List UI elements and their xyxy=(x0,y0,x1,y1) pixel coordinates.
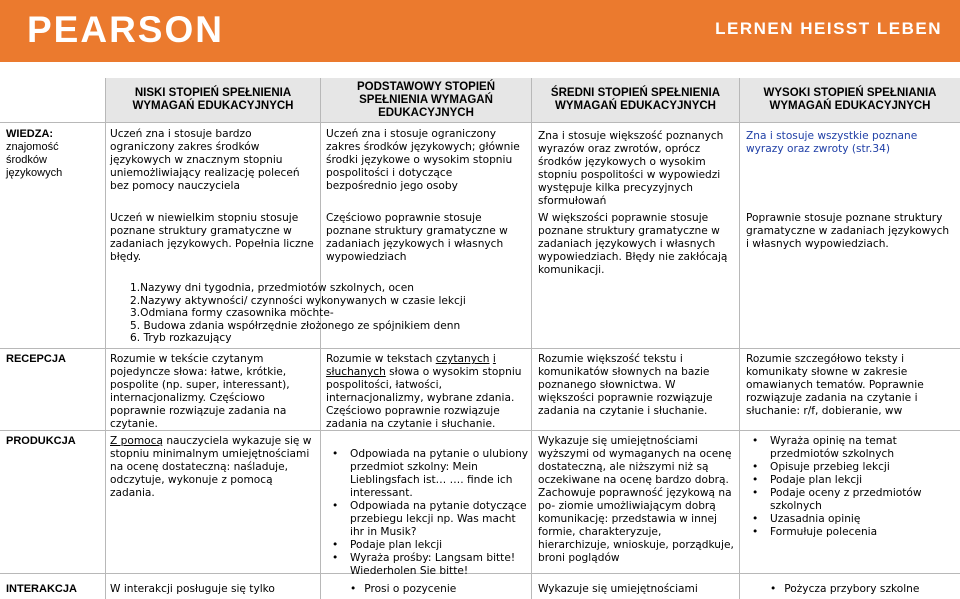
row-label-subtitle: znajomość środków językowych xyxy=(6,141,63,179)
list-item: • Wyraża opinię na temat przedmiotów szkolnych xyxy=(746,435,954,461)
topic-item: 1.Nazywy dni tygodnia, przedmiotów szkolnych, ocen xyxy=(130,282,414,294)
column-divider xyxy=(105,78,106,599)
list-item: • Podaje plan lekcji xyxy=(326,539,530,552)
tagline: LERNEN HEISST LEBEN xyxy=(715,19,942,38)
interakcja-basic-text: Prosi o pozycenie xyxy=(364,583,457,595)
topic-item: 5. Budowa zdania współrzędnie złożonego ze spójnikiem denn xyxy=(130,319,461,332)
list-item: • Odpowiada na pytanie o ulubiony przedmiot szkolny: Mein Lieblingsfach ist… …. finde ich interessant. xyxy=(326,448,530,500)
list-item: • Odpowiada na pytanie dotyczące przebiegu lekcji np. Was macht ihr in Musik? xyxy=(326,500,530,539)
wiedza-medium-cell: Zna i stosuje większość poznanych wyrazów oraz zwrotów, oprócz środków językowych o wysokim stopniu pospolitości w wypowiedzi występuje kilka precyzyjnych sformułowań xyxy=(538,130,724,207)
topic-item: 2.Nazywy aktywności/ czynności wykonywanych w czasie lekcji xyxy=(130,294,466,307)
header-banner xyxy=(0,0,960,62)
pearson-logo: PEARSON xyxy=(27,9,224,50)
banner-gap xyxy=(0,62,960,78)
column-header-high: WYSOKI STOPIEŃ SPEŁNIANIA WYMAGAŃ EDUKACYJNYCH xyxy=(740,78,960,122)
row-label-recepcja: RECEPCJA xyxy=(6,353,66,365)
recepcja-low-cell: Rozumie w tekście czytanym pojedyncze słowa: łatwe, krótkie, pospolite (np. super, interessant), internacjonalizmy. Częściowo poprawnie rozwiązuje zadania na czytanie. xyxy=(110,353,290,430)
row-label-produkcja: PRODUKCJA xyxy=(6,435,76,447)
grammar-low-cell: Uczeń w niewielkim stopniu stosuje poznane struktury gramatyczne w zadaniach językowych. Popełnia liczne błędy. xyxy=(110,212,314,263)
interakcja-high-text: Pożycza przybory szkolne xyxy=(784,583,920,595)
interakcja-low-cell: W interakcji posługuje się tylko xyxy=(110,583,275,595)
produkcja-medium-cell: Wykazuje się umiejętnościami wyższymi od wymaganych na ocenę dostateczną, ale niższymi niż są oczekiwane na ocenę bardzo dobrą. Zachowuje poprawność językową na po- ziomie umożliwiającym dobrą komunikację: przedstawia w innej formie, charakteryzuje, hierarchizuje, wnioskuje, porządkuje, broni poglądów xyxy=(538,435,734,564)
grammar-medium-cell: W większości poprawnie stosuje poznane struktury gramatyczne w zadaniach językowych i własnych wypowiedziach. Błędy nie zakłócają komunikacji. xyxy=(538,212,728,276)
produkcja-low-text: nauczyciela wykazuje się w stopniu minimalnym umiejętnościami na ocenę dostateczną: naśladuje, odczytuje, wykonuje z pomocą zadania. xyxy=(110,435,312,499)
row-label-title: WIEDZA: xyxy=(6,128,54,140)
recepcja-basic-underlined: i słuchanych xyxy=(326,353,496,378)
recepcja-basic-text: Rozumie w tekstach xyxy=(326,353,436,365)
column-header-medium: ŚREDNI STOPIEŃ SPEŁNIENIA WYMAGAŃ EDUKACYJNYCH xyxy=(532,78,739,122)
list-item: • Uzasadnia opinię xyxy=(746,513,954,526)
list-item: • Wyraża prośby: Langsam bitte! Wiederholen Sie bitte! xyxy=(326,552,530,578)
wiedza-basic-cell: Uczeń zna i stosuje ograniczony zakres środków językowych; głównie środki językowe o wysokim stopniu pospolitości i dotyczące bezpośrednio jego osoby xyxy=(326,128,520,192)
produkcja-low-underlined: Z pomocą xyxy=(110,435,163,447)
row-label-interakcja: INTERAKCJA xyxy=(6,583,77,595)
column-divider xyxy=(531,78,532,599)
interakcja-high-cell xyxy=(770,583,919,596)
row-label-wiedza xyxy=(6,128,101,180)
column-header-basic: PODSTAWOWY STOPIEŃ SPEŁNIENIA WYMAGAŃ EDUKACYJNYCH xyxy=(321,78,531,122)
row-divider xyxy=(0,122,960,123)
recepcja-medium-cell: Rozumie większość tekstu i komunikatów słownych na bazie poznanego słownictwa. W większości poprawnie rozwiązuje zadania na czytanie i słuchanie. xyxy=(538,353,713,417)
bullet-icon: • xyxy=(350,583,357,595)
produkcja-basic-cell xyxy=(326,448,530,578)
column-header-low: NISKI STOPIEŃ SPEŁNIENIA WYMAGAŃ EDUKACYJNYCH xyxy=(106,78,320,122)
recepcja-basic-cell xyxy=(326,353,530,431)
interakcja-medium-cell: Wykazuje się umiejętnościami xyxy=(538,583,698,595)
topics-list xyxy=(130,282,530,345)
produkcja-high-cell xyxy=(746,435,954,539)
grammar-high-cell: Poprawnie stosuje poznane struktury gramatyczne w zadaniach językowych i własnych wypowiedziach. xyxy=(746,212,950,250)
list-item: • Podaje oceny z przedmiotów szkolnych xyxy=(746,487,954,513)
row-divider xyxy=(0,348,960,349)
topic-item: 6. Tryb rozkazujący xyxy=(130,332,232,344)
recepcja-basic-underlined: czytanych xyxy=(435,353,490,365)
topic-item: 3.Odmiana formy czasownika möchte- xyxy=(130,307,334,319)
interakcja-basic-cell xyxy=(350,583,456,596)
produkcja-low-cell xyxy=(110,435,318,500)
list-item: • Opisuje przebieg lekcji xyxy=(746,461,954,474)
list-item: • Formułuje polecenia xyxy=(746,526,954,539)
wiedza-low-cell: Uczeń zna i stosuje bardzo ograniczony zakres środków językowych w znacznym stopniu uniemożliwiający realizację poleceń bez pomocy nauczyciela xyxy=(110,128,300,192)
recepcja-high-cell: Rozumie szczegółowo teksty i komunikaty słowne w zakresie omawianych tematów. Poprawnie rozwiązuje zadania na czytanie i słuchanie: r/f, dobieranie, ww xyxy=(746,353,924,417)
bullet-icon: • xyxy=(770,583,777,595)
grammar-basic-cell: Częściowo poprawnie stosuje poznane struktury gramatyczne w zadaniach językowych i własnych wypowiedziach xyxy=(326,212,508,263)
wiedza-high-cell: Zna i stosuje wszystkie poznane wyrazy oraz zwroty (str.34) xyxy=(746,130,918,155)
recepcja-basic-text: słowa o wysokim stopniu pospolitości, łatwości, internacjonalizmy, wybrane zdania. Częściowo poprawnie rozwiązuje zadania na czytanie i słuchanie. xyxy=(326,366,522,430)
list-item: • Podaje plan lekcji xyxy=(746,474,954,487)
column-divider xyxy=(739,78,740,599)
